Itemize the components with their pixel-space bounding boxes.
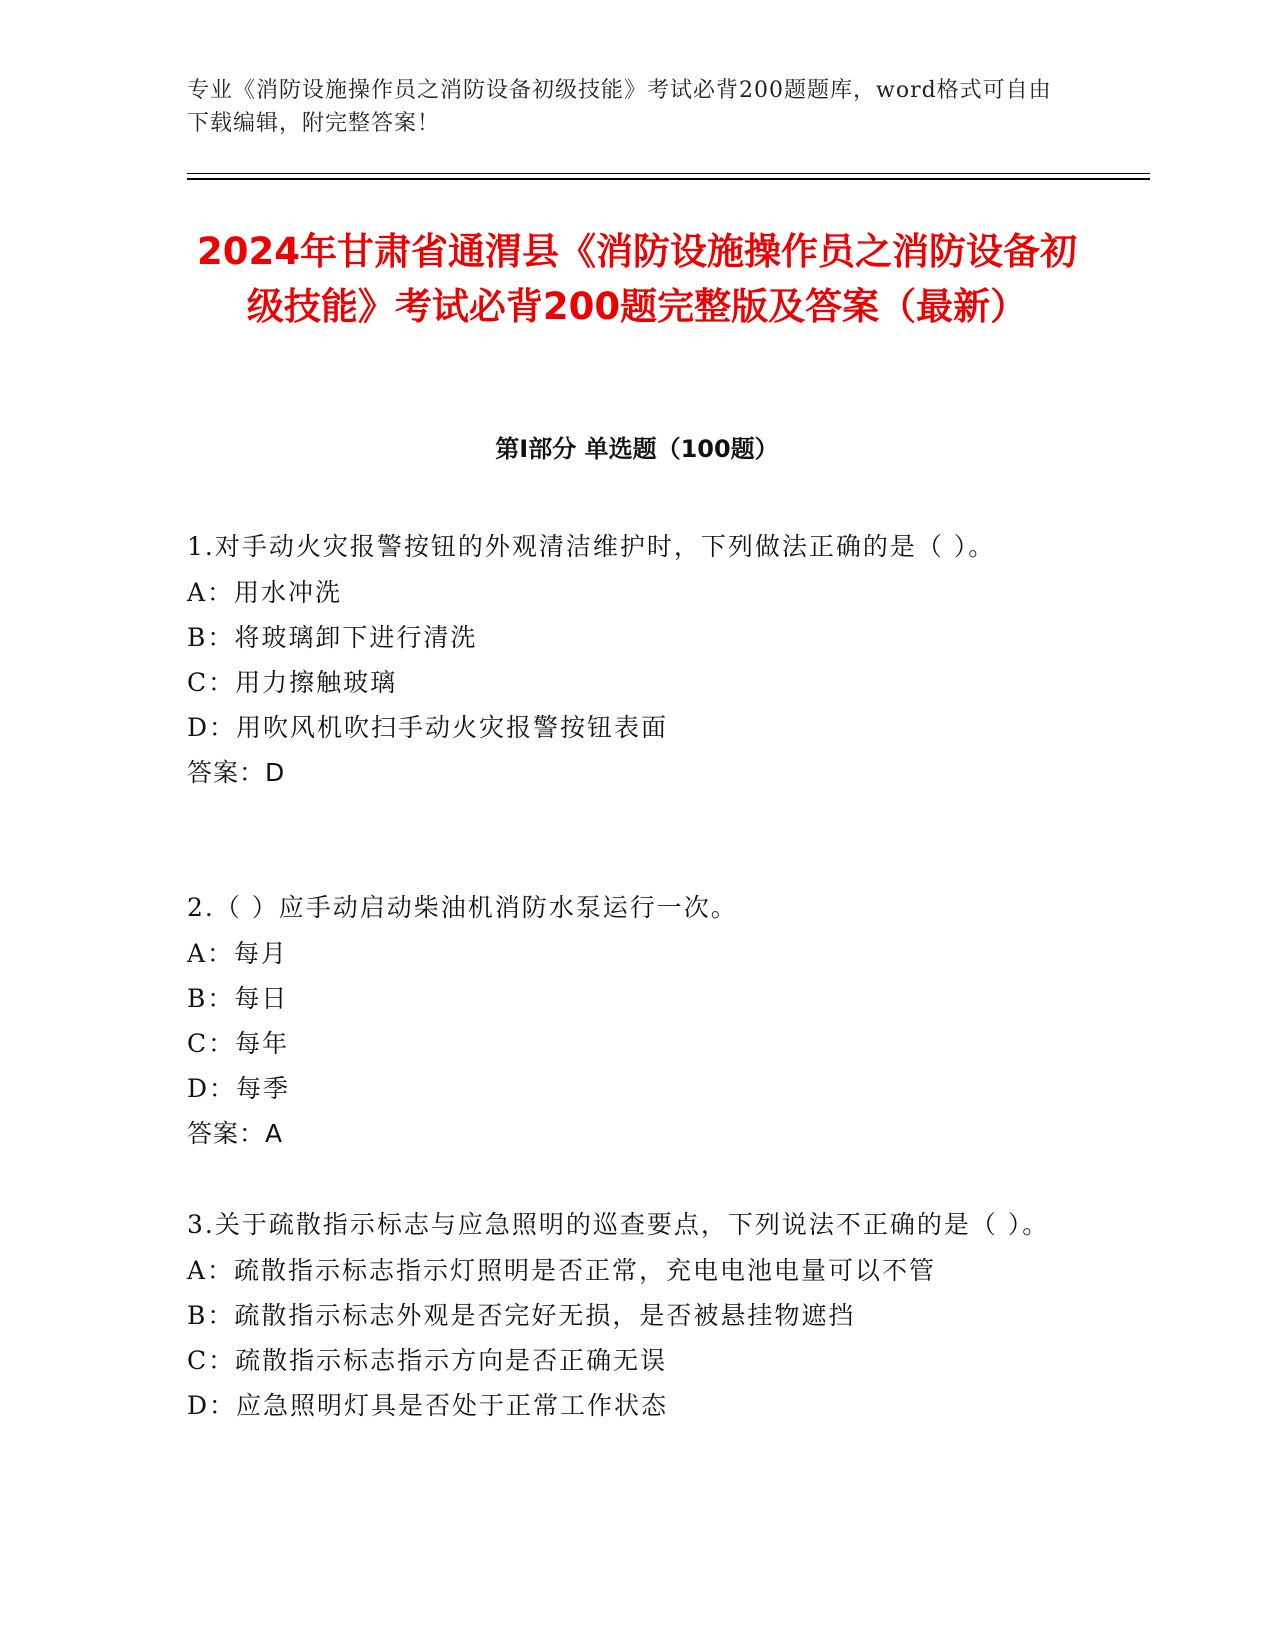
option-c: C：每年 <box>187 1029 290 1058</box>
question-stem: 3.关于疏散指示标志与应急照明的巡查要点，下列说法不正确的是（ ）。 <box>187 1210 1050 1239</box>
question-1 <box>187 524 1067 795</box>
header-rule-thin <box>187 173 1150 174</box>
header-note: 专业《消防设施操作员之消防设备初级技能》考试必背200题题库，word格式可自由下载编辑，附完整答案！ <box>187 78 1052 136</box>
question-2 <box>187 885 1067 1156</box>
question-stem: 2.（ ）应手动启动柴油机消防水泵运行一次。 <box>187 893 738 922</box>
option-d: D：应急照明灯具是否处于正常工作状态 <box>187 1391 669 1420</box>
question-3 <box>187 1202 1067 1428</box>
answer: 答案：A <box>187 1119 284 1148</box>
option-b: B：每日 <box>187 984 289 1013</box>
option-a: A：用水冲洗 <box>187 578 343 607</box>
option-c: C：用力擦触玻璃 <box>187 668 398 697</box>
question-stem: 1.对手动火灾报警按钮的外观清洁维护时，下列做法正确的是（ ）。 <box>187 532 996 561</box>
option-d: D：用吹风机吹扫手动火灾报警按钮表面 <box>187 713 669 742</box>
document-title: 2024年甘肃省通渭县《消防设施操作员之消防设备初级技能》考试必背200题完整版及答案（最新） <box>197 230 1077 328</box>
option-b: B：疏散指示标志外观是否完好无损，是否被悬挂物遮挡 <box>187 1301 856 1330</box>
answer: 答案：D <box>187 758 286 787</box>
section-title: 第I部分 单选题（100题） <box>495 435 779 463</box>
option-a: A：疏散指示标志指示灯照明是否正常，充电电池电量可以不管 <box>187 1256 937 1285</box>
option-c: C：疏散指示标志指示方向是否正确无误 <box>187 1346 668 1375</box>
header-rule-thick <box>187 178 1150 180</box>
option-a: A：每月 <box>187 939 289 968</box>
option-d: D：每季 <box>187 1074 291 1103</box>
option-b: B：将玻璃卸下进行清洗 <box>187 623 478 652</box>
